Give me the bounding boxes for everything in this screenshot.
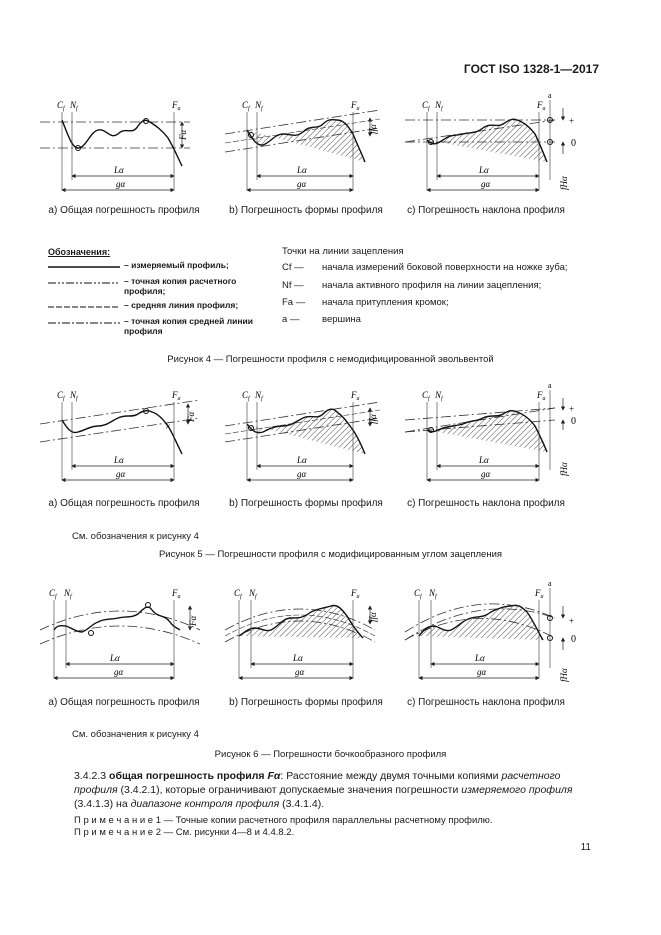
plus-sign: + (569, 616, 575, 626)
legend-item: – точная копия расчетного профиля; (124, 276, 237, 296)
fig4-caption-b: b) Погрешность формы профиля (229, 205, 383, 216)
ga-label: gα (477, 667, 487, 677)
fig6-title: Рисунок 6 — Погрешности бочкообразного профиля (214, 749, 447, 760)
clause-3-4-2-3: 3.4.2.3 общая погрешность профиля Fα: Расстояние между двумя точными копиями расчетного профиля (3.4.2.1), которые ограничивают допускаемые значения погрешности измеряемого профиля (3.4.1.3) на диапазоне контроля профиля (3.4.1.4). (74, 770, 573, 810)
fa-label: $F_a$ (537, 100, 546, 112)
zero-sign: 0 (571, 416, 576, 427)
fig5-caption-b: b) Погрешность формы профиля (229, 498, 383, 509)
fig5-panel-c (405, 381, 576, 480)
nf-label: $N_f$ (249, 588, 257, 600)
cf-label: $C_f$ (242, 390, 250, 402)
note-2: П р и м е ч а н и е 2 — См. рисунки 4—8 и 4.4.8.2. (74, 827, 295, 838)
fig6-caption-c: с) Погрешность наклона профиля (407, 697, 565, 708)
plus-sign: + (569, 116, 575, 126)
vertex-label: a (548, 381, 552, 390)
cf-label: $C_f$ (57, 390, 65, 402)
clause-term: общая погрешность профиля (109, 770, 265, 782)
ffa-label: ffα (368, 414, 378, 424)
fa-label: $F_a$ (535, 588, 544, 600)
cf-label: $C_f$ (57, 100, 65, 112)
vertex-label: a (548, 579, 552, 588)
fig4-panel-c (405, 91, 576, 190)
fa-dev-label: Fα (188, 615, 198, 626)
la-label: Lα (475, 653, 485, 663)
ga-label: gα (297, 179, 307, 189)
ga-label: gα (116, 179, 126, 189)
fig6-panel-b (225, 588, 378, 678)
nf-label: $N_f$ (70, 100, 78, 112)
legend-item: – измеряемый профиль; (124, 260, 229, 270)
fha-label: fHα (559, 462, 569, 476)
ffa-label: ffα (368, 124, 378, 134)
point-item: а — вершина (282, 314, 361, 325)
nf-label: $N_f$ (435, 390, 443, 402)
nf-label: $N_f$ (255, 390, 263, 402)
legend (48, 246, 278, 346)
nf-label: $N_f$ (70, 390, 78, 402)
fig6-panel-c (405, 579, 576, 682)
fig5-caption-a: а) Общая погрешность профиля (48, 498, 200, 509)
fig6-caption-a: а) Общая погрешность профиля (48, 697, 200, 708)
vertex-label: a (548, 91, 552, 100)
la-label: Lα (114, 455, 124, 465)
fig4-caption-c: с) Погрешность наклона профиля (407, 205, 565, 216)
zero-sign: 0 (571, 138, 576, 149)
cross-mark: × (165, 422, 171, 433)
nf-label: $N_f$ (429, 588, 437, 600)
points-title: Точки на линии зацепления (282, 246, 404, 257)
fig5-panel-b (225, 390, 380, 480)
fha-label: fHα (559, 668, 569, 682)
nf-label: $N_f$ (255, 100, 263, 112)
la-label: Lα (479, 165, 489, 175)
fha-label: fHα (559, 176, 569, 190)
cf-label: $C_f$ (234, 588, 242, 600)
fa-label: $F_a$ (537, 390, 546, 402)
nf-label: $N_f$ (64, 588, 72, 600)
fa-label: $F_a$ (172, 100, 181, 112)
ga-label: gα (114, 667, 124, 677)
fa-label: $F_a$ (351, 390, 360, 402)
ga-label: gα (297, 469, 307, 479)
figure-5-diagrams (0, 380, 661, 492)
fa-dev-label: Fα (186, 411, 196, 422)
la-label: Lα (297, 165, 307, 175)
cf-label: $C_f$ (422, 100, 430, 112)
plus-sign: + (569, 404, 575, 414)
figure-4-diagrams (0, 90, 661, 200)
point-item: Nf — начала активного профиля на линии зацепления; (282, 280, 542, 291)
point-item: Fa — начала притупления кромок; (282, 297, 449, 308)
fa-dev-label: Fα (178, 129, 188, 140)
ffa-label: ffα (368, 612, 378, 622)
fig5-panel-a (40, 390, 200, 480)
points-list (282, 246, 612, 331)
legend-item: – точная копия средней линии профиля (124, 316, 253, 336)
fig6-see-note: См. обозначения к рисунку 4 (72, 729, 199, 740)
fig6-panel-a (40, 588, 200, 678)
page-number: 11 (580, 842, 591, 853)
la-label: Lα (110, 653, 120, 663)
fig4-caption-a: а) Общая погрешность профиля (48, 205, 200, 216)
cf-label: $C_f$ (49, 588, 57, 600)
fig4-panel-b (225, 100, 380, 190)
zero-sign: 0 (571, 634, 576, 645)
note-1: П р и м е ч а н и е 1 — Точные копии расчетного профиля параллельны расчетному профилю. (74, 815, 493, 826)
la-label: Lα (297, 455, 307, 465)
fig4-panel-a (40, 100, 190, 190)
legend-title: Обозначения: (48, 247, 111, 257)
ga-label: gα (481, 179, 491, 189)
ga-label: gα (295, 667, 305, 677)
fig5-see-note: См. обозначения к рисунку 4 (72, 531, 199, 542)
fig5-caption-c: с) Погрешность наклона профиля (407, 498, 565, 509)
nf-label: $N_f$ (435, 100, 443, 112)
point-item: Cf — начала измерений боковой поверхности на ножке зуба; (282, 262, 568, 273)
fig5-title: Рисунок 5 — Погрешности профиля с модифицированным углом зацепления (158, 549, 503, 560)
la-label: Lα (114, 165, 124, 175)
fa-label: $F_a$ (172, 390, 181, 402)
fa-label: $F_a$ (351, 588, 360, 600)
standard-header: ГОСТ ISO 1328-1—2017 (463, 62, 599, 76)
cf-label: $C_f$ (422, 390, 430, 402)
ga-label: gα (116, 469, 126, 479)
fig6-caption-b: b) Погрешность формы профиля (229, 697, 383, 708)
clause-number: 3.4.2.3 (74, 770, 107, 782)
cf-label: $C_f$ (242, 100, 250, 112)
la-label: Lα (293, 653, 303, 663)
fa-label: $F_a$ (351, 100, 360, 112)
ga-label: gα (481, 469, 491, 479)
fa-label: $F_a$ (172, 588, 181, 600)
legend-item: – средняя линия профиля; (124, 300, 239, 310)
la-label: Lα (479, 455, 489, 465)
clause-symbol: Fα (267, 770, 281, 782)
figure-6-diagrams (0, 578, 661, 690)
fig4-title: Рисунок 4 — Погрешности профиля с немодифицированной эвольвентой (167, 354, 494, 365)
cf-label: $C_f$ (414, 588, 422, 600)
